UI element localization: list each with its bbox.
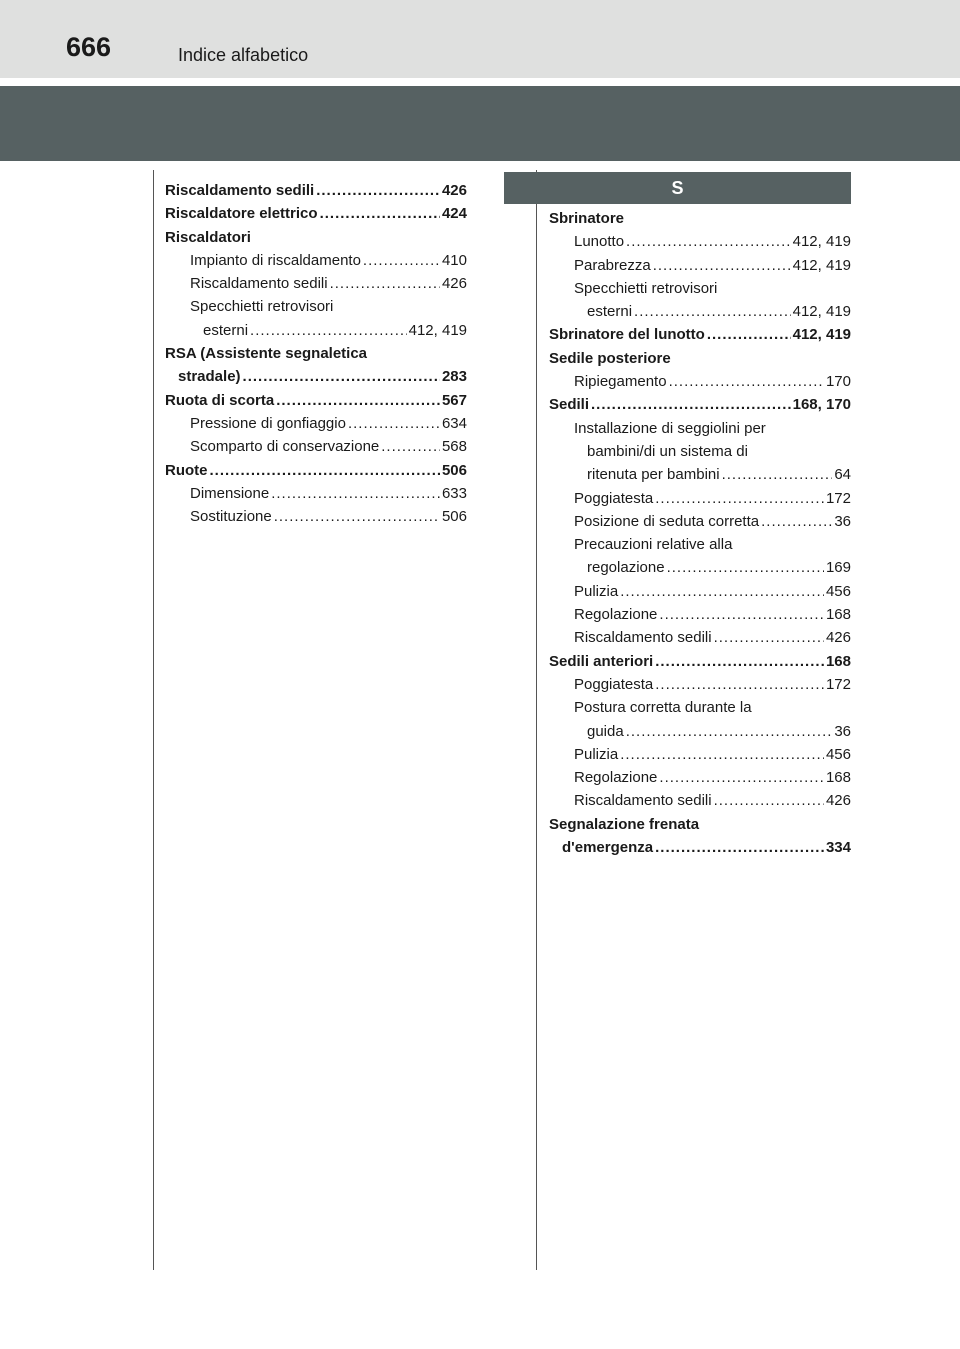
index-entry xyxy=(549,300,851,323)
index-entry-label: Ruote xyxy=(165,461,208,479)
index-entry-page: 36 xyxy=(834,512,851,530)
index-entry xyxy=(165,389,467,412)
index-entry-label: Posizione di seduta corretta xyxy=(574,512,760,530)
index-column-right xyxy=(549,207,851,859)
index-entry-label: Sedili anteriori xyxy=(549,652,654,670)
index-entry xyxy=(549,696,851,719)
index-entry-label: esterni xyxy=(587,303,633,321)
index-entry-label: Scomparto di conservazione xyxy=(190,438,380,456)
index-entry-label: Pulizia xyxy=(574,582,619,600)
index-entry-page: 633 xyxy=(441,484,467,502)
leader-dots xyxy=(276,389,440,412)
index-entry-label: Precauzioni relative alla xyxy=(574,536,733,554)
index-entry-page: 412, 419 xyxy=(408,321,467,339)
leader-dots xyxy=(250,319,407,342)
leader-dots xyxy=(348,412,440,435)
leader-dots xyxy=(316,179,440,202)
index-entry-label: Specchietti retrovisori xyxy=(190,298,334,316)
index-entry xyxy=(549,626,851,649)
index-entry-page: 426 xyxy=(825,629,851,647)
index-entry-page: 168 xyxy=(825,769,851,787)
index-entry-page: 170 xyxy=(825,373,851,391)
index-entry xyxy=(549,323,851,346)
index-entry xyxy=(549,417,851,440)
index-entry-page: 412, 419 xyxy=(792,256,851,274)
page-header-bar xyxy=(0,0,960,78)
index-column-left xyxy=(165,179,467,528)
index-entry xyxy=(165,249,467,272)
leader-dots xyxy=(653,254,791,277)
index-entry-label: Impianto di riscaldamento xyxy=(190,251,361,269)
index-entry-label: guida xyxy=(587,722,624,740)
index-entry xyxy=(549,207,851,230)
index-entry xyxy=(549,370,851,393)
index-entry-page: 426 xyxy=(441,275,467,293)
index-entry-label: Riscaldamento sedili xyxy=(574,792,712,810)
index-entry xyxy=(549,510,851,533)
index-entry-page: 424 xyxy=(441,205,467,223)
index-entry xyxy=(165,295,467,318)
index-entry-label: esterni xyxy=(203,321,249,339)
index-entry xyxy=(549,277,851,300)
leader-dots xyxy=(330,272,440,295)
index-entry-label: Pulizia xyxy=(574,745,619,763)
leader-dots xyxy=(363,249,440,272)
index-entry xyxy=(549,347,851,370)
index-entry-page: 506 xyxy=(441,508,467,526)
leader-dots xyxy=(626,230,791,253)
leader-dots xyxy=(659,766,824,789)
leader-dots xyxy=(659,603,824,626)
index-entry xyxy=(549,603,851,626)
index-entry-page: 64 xyxy=(834,466,851,484)
index-entry-label: Regolazione xyxy=(574,769,658,787)
leader-dots xyxy=(714,789,824,812)
index-entry-label: regolazione xyxy=(587,559,665,577)
index-entry-page: 412, 419 xyxy=(792,326,851,344)
index-entry xyxy=(165,202,467,225)
index-entry-page: 168, 170 xyxy=(792,396,851,414)
index-entry xyxy=(549,766,851,789)
index-entry-label: Dimensione xyxy=(190,484,270,502)
column-divider-left xyxy=(153,170,154,1270)
index-entry-page: 169 xyxy=(825,559,851,577)
leader-dots xyxy=(669,370,824,393)
index-entry-page: 568 xyxy=(441,438,467,456)
leader-dots xyxy=(620,743,824,766)
index-entry-page: 168 xyxy=(825,606,851,624)
column-divider-right xyxy=(536,170,537,1270)
index-entry-label: Riscaldamento sedili xyxy=(574,629,712,647)
leader-dots xyxy=(655,650,824,673)
leader-dots xyxy=(634,300,791,323)
index-entry-label: Specchietti retrovisori xyxy=(574,279,718,297)
index-entry-page: 172 xyxy=(825,675,851,693)
index-entry-label: bambini/di un sistema di xyxy=(587,442,748,460)
index-entry xyxy=(549,720,851,743)
index-entry-label: Ripiegamento xyxy=(574,373,667,391)
index-entry-label: Segnalazione frenata xyxy=(549,815,700,833)
index-entry xyxy=(549,836,851,859)
leader-dots xyxy=(381,435,440,458)
index-entry-page: 634 xyxy=(441,414,467,432)
index-entry xyxy=(549,487,851,510)
leader-dots xyxy=(243,365,440,388)
index-entry-label: Pressione di gonfiaggio xyxy=(190,414,346,432)
leader-dots xyxy=(707,323,791,346)
index-entry-label: Ruota di scorta xyxy=(165,391,275,409)
index-entry-label: d'emergenza xyxy=(562,839,654,857)
index-entry-label: Riscaldatori xyxy=(165,228,251,246)
index-entry xyxy=(549,673,851,696)
index-entry xyxy=(549,789,851,812)
index-entry-page: 283 xyxy=(441,368,467,386)
index-entry xyxy=(165,319,467,342)
leader-dots xyxy=(722,463,833,486)
index-entry-label: Sbrinatore del lunotto xyxy=(549,326,705,344)
index-entry-page: 567 xyxy=(441,391,467,409)
index-entry-label: Poggiatesta xyxy=(574,675,654,693)
index-entry xyxy=(549,230,851,253)
index-entry xyxy=(549,463,851,486)
index-entry-label: stradale) xyxy=(178,368,241,386)
index-entry-label: Installazione di seggiolini per xyxy=(574,419,766,437)
index-entry-page: 334 xyxy=(825,839,851,857)
index-entry-label: Sostituzione xyxy=(190,508,272,526)
index-entry-label: Riscaldamento sedili xyxy=(165,182,315,199)
index-entry-page: 168 xyxy=(825,652,851,670)
index-entry-label: Parabrezza xyxy=(574,256,651,274)
index-entry-page: 426 xyxy=(441,182,467,199)
index-entry-label: Riscaldatore elettrico xyxy=(165,205,318,223)
leader-dots xyxy=(655,836,824,859)
section-title: Indice alfabetico xyxy=(178,45,309,65)
index-entry xyxy=(165,412,467,435)
index-entry xyxy=(549,440,851,463)
index-entry xyxy=(165,342,467,365)
index-entry-page: 412, 419 xyxy=(792,233,851,251)
index-entry xyxy=(549,580,851,603)
index-entry-page: 36 xyxy=(834,722,851,740)
index-entry xyxy=(549,254,851,277)
index-entry xyxy=(549,556,851,579)
index-entry-label: Sedile posteriore xyxy=(549,349,671,367)
index-entry-label: Poggiatesta xyxy=(574,489,654,507)
leader-dots xyxy=(320,202,440,225)
leader-dots xyxy=(761,510,832,533)
leader-dots xyxy=(667,556,824,579)
index-entry-label: ritenuta per bambini xyxy=(587,466,720,484)
index-entry-label: RSA (Assistente segnaletica xyxy=(165,345,368,363)
index-entry xyxy=(165,435,467,458)
leader-dots xyxy=(591,393,791,416)
index-entry xyxy=(165,459,467,482)
index-entry-label: Sbrinatore xyxy=(549,210,625,227)
index-entry xyxy=(165,365,467,388)
index-entry xyxy=(549,743,851,766)
index-entry-label: Postura corretta durante la xyxy=(574,699,752,717)
index-entry xyxy=(165,179,467,202)
leader-dots xyxy=(655,673,824,696)
index-entry-page: 456 xyxy=(825,582,851,600)
index-entry xyxy=(165,272,467,295)
index-entry-label: Riscaldamento sedili xyxy=(190,275,328,293)
index-entry xyxy=(165,226,467,249)
leader-dots xyxy=(626,720,833,743)
index-entry-page: 172 xyxy=(825,489,851,507)
letter-header: S xyxy=(504,172,851,204)
index-entry xyxy=(549,813,851,836)
header-band xyxy=(0,86,960,161)
index-entry-label: Lunotto xyxy=(574,233,625,251)
leader-dots xyxy=(714,626,824,649)
page-number: 666 xyxy=(66,32,112,62)
leader-dots xyxy=(271,482,440,505)
index-entry xyxy=(165,482,467,505)
leader-dots xyxy=(620,580,824,603)
leader-dots xyxy=(655,487,824,510)
index-entry xyxy=(549,393,851,416)
leader-dots xyxy=(210,459,440,482)
index-entry-page: 410 xyxy=(441,251,467,269)
index-entry xyxy=(165,505,467,528)
leader-dots xyxy=(274,505,440,528)
index-entry-page: 426 xyxy=(825,792,851,810)
index-entry-page: 412, 419 xyxy=(792,303,851,321)
index-entry xyxy=(549,533,851,556)
index-entry-page: 456 xyxy=(825,745,851,763)
index-entry-label: Regolazione xyxy=(574,606,658,624)
index-entry xyxy=(549,650,851,673)
index-entry-page: 506 xyxy=(441,461,467,479)
index-entry-label: Sedili xyxy=(549,396,590,414)
